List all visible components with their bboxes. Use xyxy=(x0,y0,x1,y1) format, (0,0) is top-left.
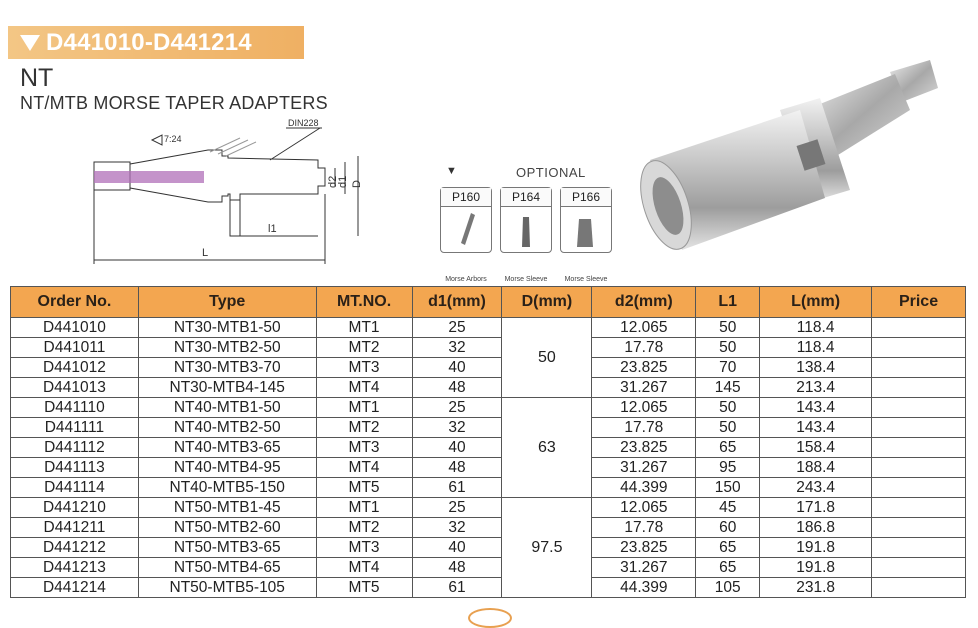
dim-l1: l1 xyxy=(268,223,277,235)
cell-type: NT50-MTB3-65 xyxy=(138,538,316,558)
table-row xyxy=(11,518,966,538)
cell-type: NT40-MTB1-50 xyxy=(138,398,316,418)
cell-price xyxy=(872,438,966,458)
card-caption: Morse Sleeve xyxy=(564,276,608,283)
cell-mt-no: MT3 xyxy=(316,438,412,458)
col-L: L(mm) xyxy=(760,287,872,318)
triangle-marker-icon: ▼ xyxy=(446,165,457,177)
dim-d2: d2 xyxy=(327,175,339,188)
cell-mt-no: MT4 xyxy=(316,378,412,398)
table-row xyxy=(11,458,966,478)
cell-d2: 17.78 xyxy=(592,518,696,538)
cell-price xyxy=(872,558,966,578)
col-type: Type xyxy=(138,287,316,318)
optional-card-p166[interactable] xyxy=(560,187,612,283)
table-row xyxy=(11,538,966,558)
series-name: NT xyxy=(20,64,54,92)
cell-order-no: D441011 xyxy=(11,338,139,358)
cell-d1: 25 xyxy=(412,318,502,338)
cell-d1: 40 xyxy=(412,438,502,458)
cell-L: 191.8 xyxy=(760,558,872,578)
cell-l1: 60 xyxy=(696,518,760,538)
cell-price xyxy=(872,358,966,378)
spec-table xyxy=(10,286,966,598)
cell-mt-no: MT3 xyxy=(316,358,412,378)
cell-mt-no: MT4 xyxy=(316,558,412,578)
cell-L: 231.8 xyxy=(760,578,872,598)
cell-d2: 23.825 xyxy=(592,438,696,458)
cell-d2: 44.399 xyxy=(592,578,696,598)
cell-D: 50 xyxy=(502,318,592,398)
cell-mt-no: MT2 xyxy=(316,518,412,538)
cell-type: NT50-MTB1-45 xyxy=(138,498,316,518)
cell-l1: 50 xyxy=(696,398,760,418)
cell-l1: 50 xyxy=(696,318,760,338)
cell-l1: 50 xyxy=(696,338,760,358)
cell-d1: 32 xyxy=(412,338,502,358)
cell-mt-no: MT4 xyxy=(316,458,412,478)
col-d1: d1(mm) xyxy=(412,287,502,318)
cell-order-no: D441010 xyxy=(11,318,139,338)
cell-order-no: D441214 xyxy=(11,578,139,598)
cell-d1: 48 xyxy=(412,458,502,478)
cell-l1: 150 xyxy=(696,478,760,498)
table-row xyxy=(11,498,966,518)
cell-d1: 61 xyxy=(412,478,502,498)
cell-d1: 40 xyxy=(412,358,502,378)
cell-d1: 61 xyxy=(412,578,502,598)
table-row xyxy=(11,418,966,438)
cell-L: 186.8 xyxy=(760,518,872,538)
cell-l1: 50 xyxy=(696,418,760,438)
col-l1: L1 xyxy=(696,287,760,318)
cell-order-no: D441210 xyxy=(11,498,139,518)
cell-d1: 25 xyxy=(412,498,502,518)
cell-L: 143.4 xyxy=(760,418,872,438)
cell-mt-no: MT5 xyxy=(316,578,412,598)
col-d2: d2(mm) xyxy=(592,287,696,318)
cell-type: NT30-MTB4-145 xyxy=(138,378,316,398)
cell-d2: 31.267 xyxy=(592,378,696,398)
cell-type: NT40-MTB5-150 xyxy=(138,478,316,498)
dim-d1: d1 xyxy=(337,175,349,188)
optional-card-p160[interactable] xyxy=(440,187,492,283)
technical-drawing xyxy=(90,118,390,268)
cell-price xyxy=(872,478,966,498)
cell-price xyxy=(872,578,966,598)
cell-order-no: D441113 xyxy=(11,458,139,478)
cell-d2: 31.267 xyxy=(592,458,696,478)
col-order-no: Order No. xyxy=(11,287,139,318)
cell-d1: 32 xyxy=(412,518,502,538)
cell-l1: 105 xyxy=(696,578,760,598)
cell-d1: 25 xyxy=(412,398,502,418)
cell-mt-no: MT5 xyxy=(316,478,412,498)
morse-sleeve-icon xyxy=(561,207,611,251)
cell-L: 191.8 xyxy=(760,538,872,558)
card-caption: Morse Sleeve xyxy=(504,276,548,283)
morse-arbor-icon xyxy=(441,207,491,251)
cell-d1: 48 xyxy=(412,558,502,578)
cell-d2: 17.78 xyxy=(592,418,696,438)
cell-type: NT50-MTB4-65 xyxy=(138,558,316,578)
cell-order-no: D441013 xyxy=(11,378,139,398)
card-code: P164 xyxy=(501,188,551,207)
cell-type: NT40-MTB4-95 xyxy=(138,458,316,478)
cell-d1: 32 xyxy=(412,418,502,438)
cell-order-no: D441212 xyxy=(11,538,139,558)
cell-mt-no: MT1 xyxy=(316,398,412,418)
triangle-down-icon xyxy=(20,35,40,51)
table-row xyxy=(11,558,966,578)
table-header-row xyxy=(11,287,966,318)
table-row xyxy=(11,478,966,498)
cell-L: 171.8 xyxy=(760,498,872,518)
cell-d2: 12.065 xyxy=(592,398,696,418)
cell-type: NT50-MTB2-60 xyxy=(138,518,316,538)
cell-mt-no: MT1 xyxy=(316,318,412,338)
cell-l1: 45 xyxy=(696,498,760,518)
taper-label: 7:24 xyxy=(164,134,182,144)
table-row xyxy=(11,438,966,458)
card-code: P160 xyxy=(441,188,491,207)
cell-D: 97.5 xyxy=(502,498,592,598)
cell-l1: 65 xyxy=(696,538,760,558)
cell-L: 138.4 xyxy=(760,358,872,378)
optional-label: OPTIONAL xyxy=(516,165,586,180)
col-mt-no: MT.NO. xyxy=(316,287,412,318)
cell-d2: 12.065 xyxy=(592,318,696,338)
cell-type: NT40-MTB2-50 xyxy=(138,418,316,438)
cell-d2: 12.065 xyxy=(592,498,696,518)
cell-price xyxy=(872,518,966,538)
table-row xyxy=(11,578,966,598)
table-row xyxy=(11,318,966,338)
cell-L: 158.4 xyxy=(760,438,872,458)
cell-price xyxy=(872,538,966,558)
col-price: Price xyxy=(872,287,966,318)
cell-type: NT30-MTB1-50 xyxy=(138,318,316,338)
next-page-hint xyxy=(468,608,512,628)
spec-table-body xyxy=(11,318,966,598)
cell-d2: 44.399 xyxy=(592,478,696,498)
cell-l1: 65 xyxy=(696,558,760,578)
cell-order-no: D441111 xyxy=(11,418,139,438)
standard-label: DIN228 xyxy=(288,118,319,128)
cell-order-no: D441012 xyxy=(11,358,139,378)
cell-mt-no: MT2 xyxy=(316,418,412,438)
morse-sleeve-icon xyxy=(501,207,551,251)
cell-type: NT50-MTB5-105 xyxy=(138,578,316,598)
cell-mt-no: MT2 xyxy=(316,338,412,358)
cell-l1: 65 xyxy=(696,438,760,458)
dim-D: D xyxy=(351,180,363,188)
card-caption: Morse Arbors xyxy=(445,276,487,283)
cell-type: NT30-MTB2-50 xyxy=(138,338,316,358)
cell-order-no: D441211 xyxy=(11,518,139,538)
cell-l1: 95 xyxy=(696,458,760,478)
table-row xyxy=(11,358,966,378)
cell-d1: 40 xyxy=(412,538,502,558)
cell-mt-no: MT1 xyxy=(316,498,412,518)
taper-symbol-icon xyxy=(152,135,162,145)
cell-price xyxy=(872,318,966,338)
cell-l1: 70 xyxy=(696,358,760,378)
cell-mt-no: MT3 xyxy=(316,538,412,558)
cell-L: 213.4 xyxy=(760,378,872,398)
cell-price xyxy=(872,458,966,478)
col-D: D(mm) xyxy=(502,287,592,318)
cell-type: NT30-MTB3-70 xyxy=(138,358,316,378)
card-code: P166 xyxy=(561,188,611,207)
cell-d2: 23.825 xyxy=(592,538,696,558)
cell-d2: 17.78 xyxy=(592,338,696,358)
cell-price xyxy=(872,498,966,518)
range-title-banner xyxy=(8,26,304,59)
cell-order-no: D441114 xyxy=(11,478,139,498)
table-row xyxy=(11,378,966,398)
cell-price xyxy=(872,338,966,358)
cell-d1: 48 xyxy=(412,378,502,398)
optional-accessories xyxy=(436,165,616,283)
cell-L: 188.4 xyxy=(760,458,872,478)
cell-price xyxy=(872,378,966,398)
dim-L: L xyxy=(202,247,209,259)
cell-d2: 23.825 xyxy=(592,358,696,378)
product-subtitle: NT/MTB MORSE TAPER ADAPTERS xyxy=(20,93,328,113)
table-row xyxy=(11,338,966,358)
cell-L: 243.4 xyxy=(760,478,872,498)
cell-price xyxy=(872,398,966,418)
cell-type: NT40-MTB3-65 xyxy=(138,438,316,458)
product-photo xyxy=(630,50,960,260)
range-title: D441010-D441214 xyxy=(46,28,252,56)
cell-order-no: D441213 xyxy=(11,558,139,578)
cell-order-no: D441110 xyxy=(11,398,139,418)
cell-order-no: D441112 xyxy=(11,438,139,458)
table-row xyxy=(11,398,966,418)
cell-L: 118.4 xyxy=(760,318,872,338)
cell-price xyxy=(872,418,966,438)
optional-card-p164[interactable] xyxy=(500,187,552,283)
cell-l1: 145 xyxy=(696,378,760,398)
cell-L: 143.4 xyxy=(760,398,872,418)
cell-d2: 31.267 xyxy=(592,558,696,578)
cell-D: 63 xyxy=(502,398,592,498)
cell-L: 118.4 xyxy=(760,338,872,358)
